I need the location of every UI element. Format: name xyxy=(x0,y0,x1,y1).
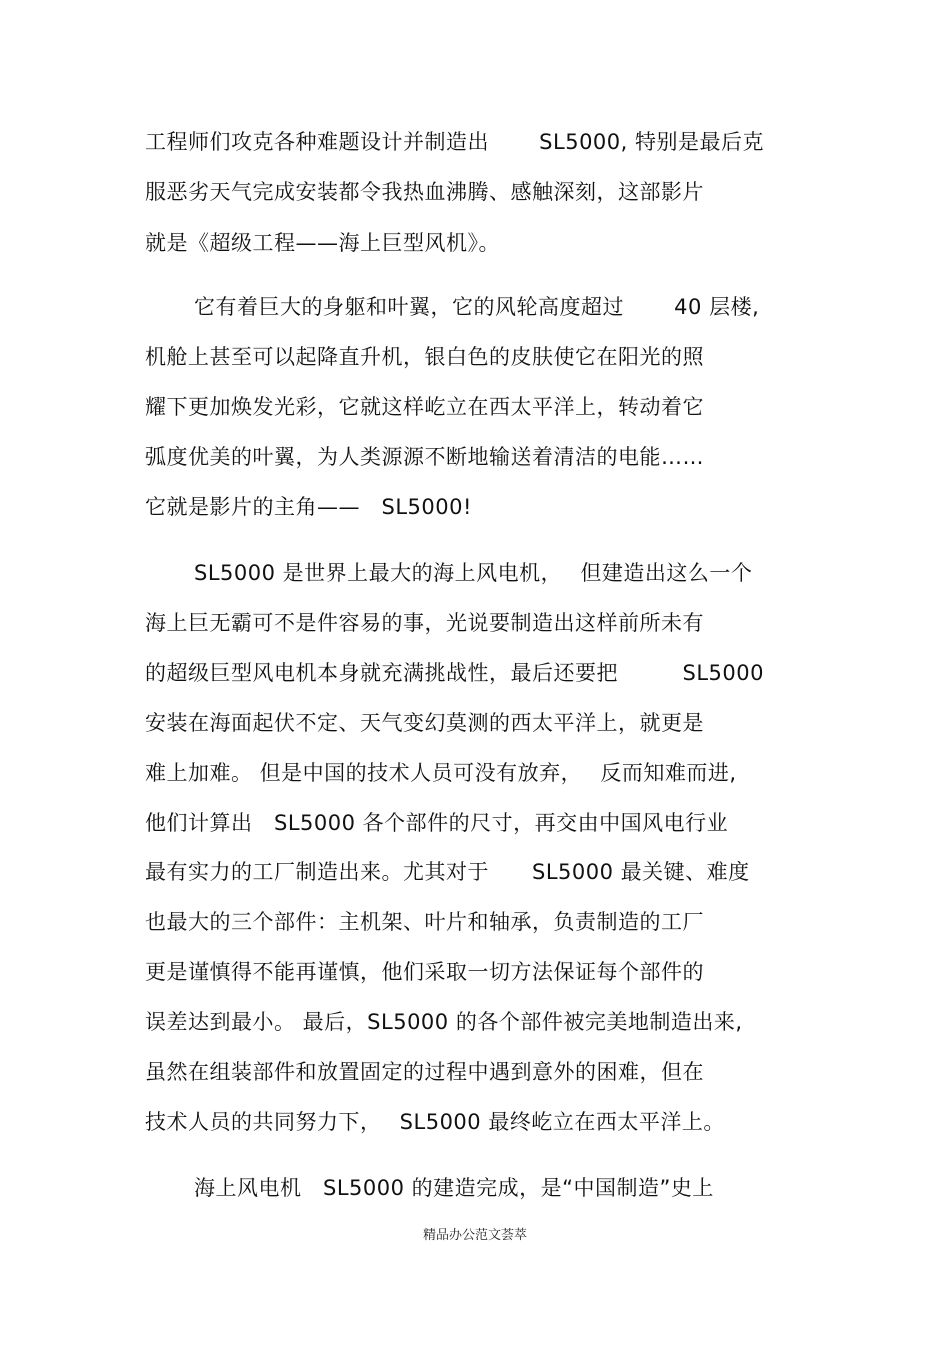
text-line: 更是谨慎得不能再谨慎，他们采取一切方法保证每个部件的 xyxy=(145,960,704,984)
text-line: 服恶劣天气完成安装都令我热血沸腾、感触深刻，这部影片 xyxy=(145,180,704,204)
text-line: 虽然在组装部件和放置固定的过程中遇到意外的困难，但在 xyxy=(145,1060,704,1084)
text-line: 耀下更加焕发光彩，它就这样屹立在西太平洋上，转动着它 xyxy=(145,395,704,419)
text-line: 安装在海面起伏不定、天气变幻莫测的西太平洋上，就更是 xyxy=(145,711,704,735)
text-line: 他们计算出 SL5000 各个部件的尺寸，再交由中国风电行业 xyxy=(145,811,729,835)
text-line: 它就是影片的主角—— SL5000! xyxy=(145,495,472,519)
paragraph-first-line: SL5000 是世界上最大的海上风电机， 但建造出这么一个 xyxy=(194,561,753,585)
paragraph-first-line: 它有着巨大的身躯和叶翼，它的风轮高度超过 40 层楼, xyxy=(194,295,760,319)
text-line: 最有实力的工厂制造出来。尤其对于 SL5000 最关键、难度 xyxy=(145,860,750,884)
text-line: 弧度优美的叶翼，为人类源源不断地输送着清洁的电能…… xyxy=(145,445,704,469)
text-line: 机舱上甚至可以起降直升机，银白色的皮肤使它在阳光的照 xyxy=(145,345,704,369)
text-line: 误差达到最小。 最后，SL5000 的各个部件被完美地制造出来, xyxy=(145,1010,743,1034)
text-line: 也最大的三个部件：主机架、叶片和轴承，负责制造的工厂 xyxy=(145,910,704,934)
text-line: 就是《超级工程——海上巨型风机》。 xyxy=(145,231,500,255)
text-line: 的超级巨型风电机本身就充满挑战性，最后还要把 SL5000 xyxy=(145,661,764,685)
text-line: 工程师们攻克各种难题设计并制造出 SL5000, 特别是最后克 xyxy=(145,130,764,154)
text-line: 海上巨无霸可不是件容易的事，光说要制造出这样前所未有 xyxy=(145,611,704,635)
page-footer: 精品办公范文荟萃 xyxy=(422,1228,527,1243)
text-line: 技术人员的共同努力下， SL5000 最终屹立在西太平洋上。 xyxy=(145,1110,725,1134)
paragraph-first-line: 海上风电机 SL5000 的建造完成，是“中国制造”史上 xyxy=(194,1176,714,1200)
text-line: 难上加难。 但是中国的技术人员可没有放弃， 反而知难而进, xyxy=(145,761,737,785)
